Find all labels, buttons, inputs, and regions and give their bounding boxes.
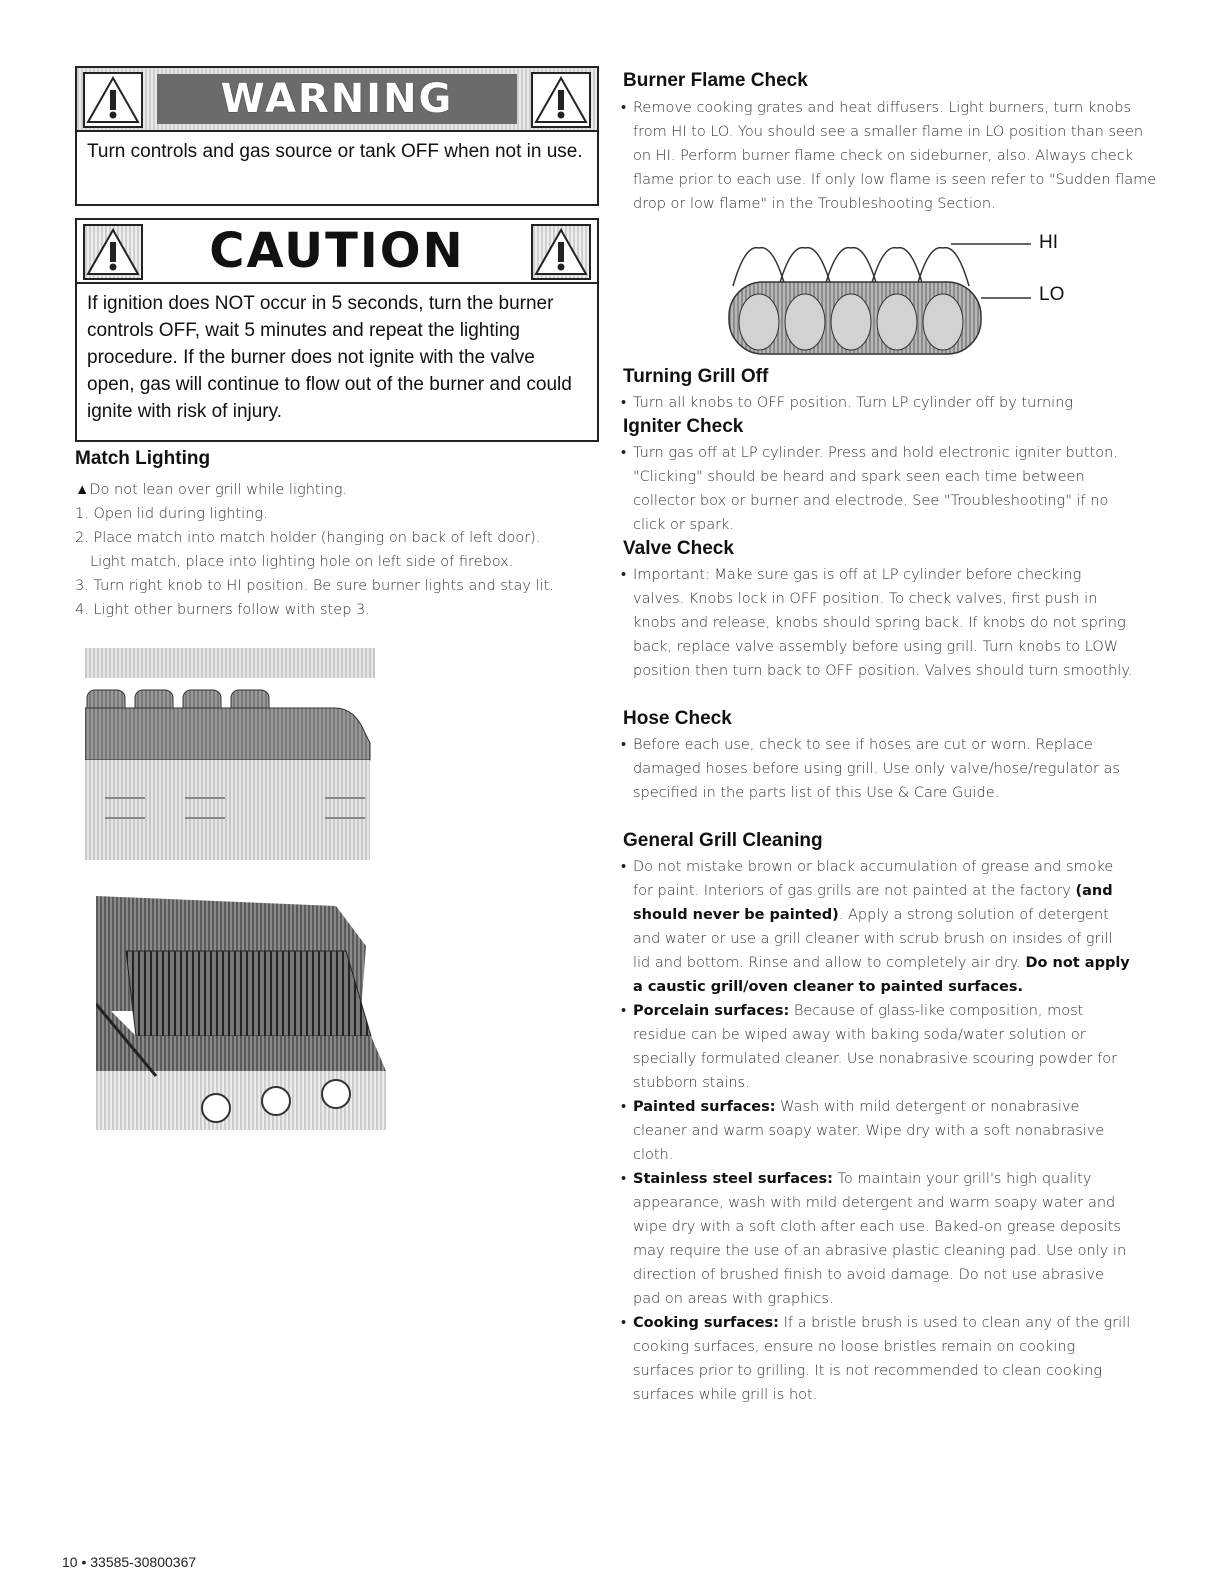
match-lighting-warning-text: Do not lean over grill while lighting.	[89, 482, 348, 498]
match-lighting-warning	[75, 478, 595, 502]
match-step: 3. Turn right knob to HI position. Be sure burner lights and stay lit.	[75, 578, 554, 594]
flame-label-lo: LO	[1039, 284, 1065, 305]
porcelain-label: Porcelain surfaces:	[633, 1003, 790, 1019]
hose-check-body	[623, 733, 1163, 805]
igniter-check-body	[623, 441, 1123, 537]
cleaning-painted-item	[623, 1095, 1133, 1167]
warning-box	[75, 66, 599, 206]
caution-title: CAUTION	[209, 223, 465, 279]
burner-flame-check-heading: Burner Flame Check	[623, 70, 808, 91]
caution-triangle-icon	[531, 224, 591, 280]
cleaning-text: Do not mistake brown or black accumulation of grease and smoke for paint. Interiors of gas grills are not painted at the factory	[633, 859, 1114, 899]
burner-flame-check-body	[623, 96, 1163, 216]
stainless-label: Stainless steel surfaces:	[633, 1171, 833, 1187]
porcelain-text: Because of glass-like composition, most residue can be wiped away with baking soda/water solution or specially formulated cleaner. Use nonabrasive scouring powder for stubborn stains.	[633, 1003, 1118, 1091]
turning-grill-off-body	[623, 391, 1163, 415]
stainless-text: To maintain your grill's high quality appearance, wash with mild detergent and warm soapy water and wipe dry with a soft cloth after each use. Baked-on grease deposits may require the use of an abrasive plastic cleaning pad. Use only in direction of brushed finish to avoid damage. Do not use abrasive pad on areas with graphics.	[633, 1171, 1127, 1307]
valve-check-text: • Important: Make sure gas is off at LP cylinder before checking valves. Knobs lock in OFF position. To check valves, first push in knobs and release, knobs should spring back. If knobs do not spring back, replace valve assembly before using grill. Turn knobs to LOW position then turn back to OFF position. Valves should turn smoothly.	[623, 563, 1133, 683]
match-step: Light match, place into lighting hole on left side of firebox.	[90, 554, 514, 570]
caution-triangle-icon	[83, 224, 143, 280]
hose-check-heading: Hose Check	[623, 708, 732, 729]
warning-banner	[77, 68, 597, 132]
match-lighting-heading: Match Lighting	[75, 448, 211, 469]
turning-grill-off-text: • Turn all knobs to OFF position. Turn LP cylinder off by turning	[623, 391, 1163, 415]
flame-label-hi: HI	[1039, 232, 1058, 253]
cleaning-general-item	[623, 855, 1133, 999]
cleaning-cooking-item	[623, 1311, 1133, 1407]
cleaning-text: . Apply a strong solution of detergent and water or use a grill cleaner with scrub brush on insides of grill lid and bottom. Rinse and allow to completely air dry.	[633, 907, 1113, 971]
burner-flame-check-text: • Remove cooking grates and heat diffusers. Light burners, turn knobs from HI to LO. You should see a smaller flame in LO position than seen on HI. Perform burner flame check on sideburner, also. Always check flame prior to each use. If only low flame is seen refer to "Sudden flame drop or low flame" in the Troubleshooting Section.	[623, 96, 1163, 216]
cleaning-emphasis: (and should never be painted)	[633, 883, 1113, 923]
cleaning-stainless-item	[623, 1167, 1133, 1311]
match-step: 2. Place match into match holder (hanging on back of left door).	[75, 530, 541, 546]
cleaning-emphasis: Do not apply a caustic grill/oven cleaner to painted surfaces.	[633, 955, 1130, 995]
painted-label: Painted surfaces:	[633, 1099, 776, 1115]
painted-text: Wash with mild detergent or nonabrasive cleaner and warm soapy water. Wipe dry with a soft nonabrasive cloth.	[633, 1099, 1105, 1163]
hose-check-text: • Before each use, check to see if hoses are cut or worn. Replace damaged hoses before using grill. Use only valve/hose/regulator as specified in the parts list of this Use & Care Guide.	[623, 733, 1163, 805]
valve-check-body	[623, 563, 1133, 683]
warning-title: WARNING	[157, 74, 517, 124]
flame-illustration	[725, 226, 1075, 356]
match-step: 4. Light other burners follow with step 3.	[75, 602, 370, 618]
warning-text: Turn controls and gas source or tank OFF when not in use.	[87, 141, 583, 162]
cooking-text: If a bristle brush is used to clean any of the grill cooking surfaces, ensure no loose bristles remain on cooking surfaces prior to grilling. It is not recommended to clean cooking surfaces while grill is hot.	[633, 1315, 1131, 1403]
caution-text: If ignition does NOT occur in 5 seconds, turn the burner controls OFF, wait 5 minutes and repeat the lighting procedure. If the burner does not ignite with the valve open, gas will continue to flow out of the burner and could ignite with risk of injury.	[87, 293, 572, 422]
match-lighting-body	[75, 478, 595, 622]
general-cleaning-heading: General Grill Cleaning	[623, 830, 823, 851]
cleaning-porcelain-item	[623, 999, 1133, 1095]
warning-triangle-icon	[83, 72, 143, 128]
cooking-label: Cooking surfaces:	[633, 1315, 779, 1331]
grill-interior-photo	[96, 896, 386, 1130]
page-footer: 10 • 33585-30800367	[62, 1554, 197, 1570]
match-step: 1. Open lid during lighting.	[75, 506, 268, 522]
control-panel-photo	[85, 648, 375, 860]
flame-diagram	[725, 226, 1075, 356]
caution-banner	[77, 220, 597, 284]
valve-check-heading: Valve Check	[623, 538, 734, 559]
general-cleaning-body	[623, 855, 1133, 1407]
warning-triangle-icon: ▲	[75, 482, 90, 498]
turning-grill-off-heading: Turning Grill Off	[623, 366, 769, 387]
igniter-check-text: • Turn gas off at LP cylinder. Press and hold electronic igniter button. "Clicking" should be heard and spark seen each time between collector box or burner and electrode. See "Troubleshooting" if no click or spark.	[623, 441, 1123, 537]
caution-box	[75, 218, 599, 442]
igniter-check-heading: Igniter Check	[623, 416, 744, 437]
warning-triangle-icon	[531, 72, 591, 128]
